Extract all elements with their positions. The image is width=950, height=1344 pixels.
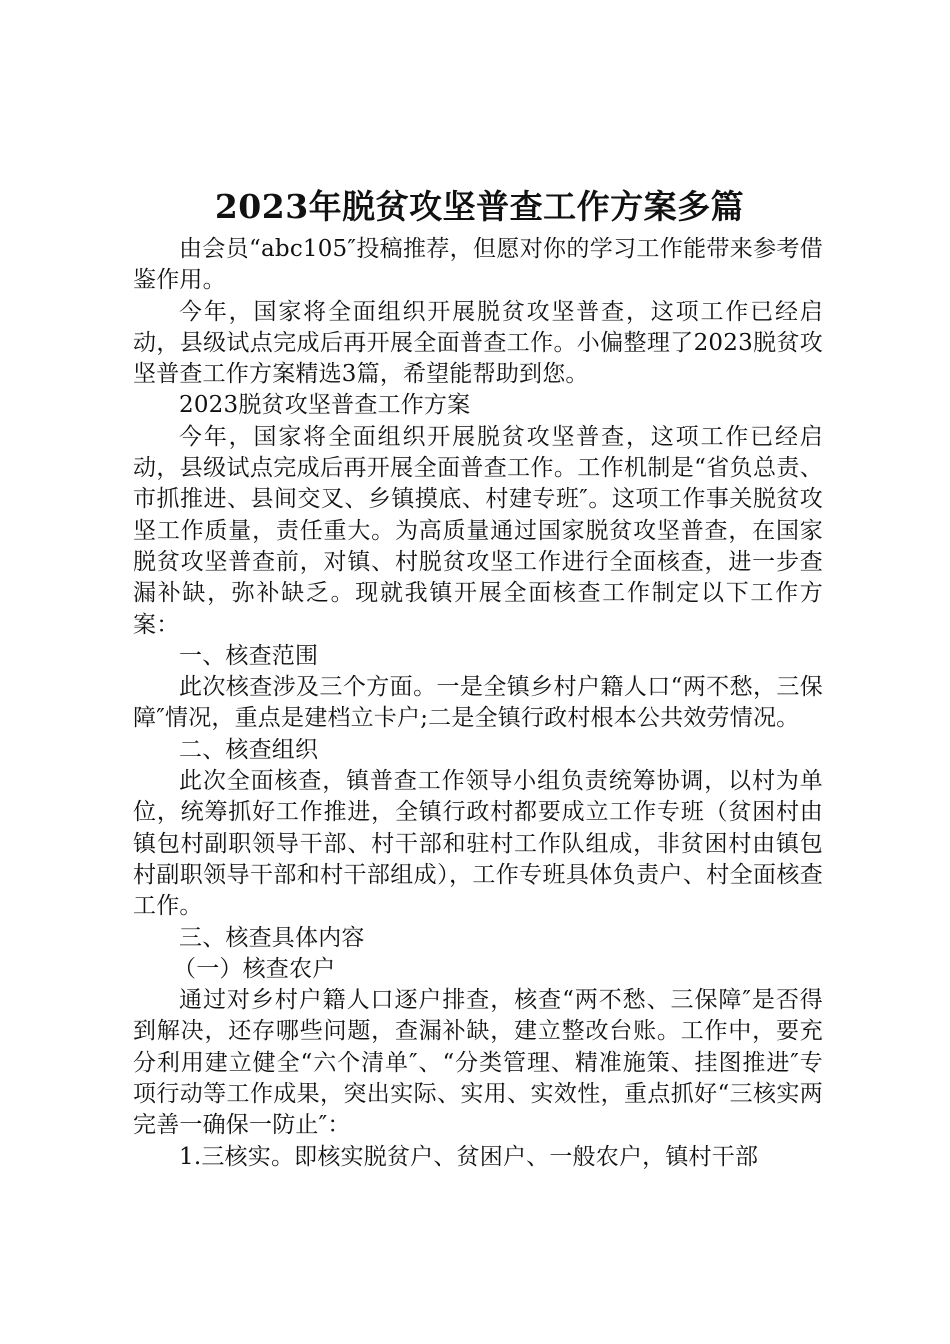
document-title: 2023年脱贫攻坚普查工作方案多篇 — [214, 187, 745, 226]
background-paragraph: 今年，国家将全面组织开展脱贫攻坚普查，这项工作已经启动，县级试点完成后再开展全面普查工作。工作机制是“省负总责、市抓推进、县间交叉、乡镇摸底、村建专班″。这项工作事关脱贫攻坚工作质量，责任重大。为高质量通过国家脱贫攻坚普查，在国家脱贫攻坚普查前，对镇、村脱贫攻坚工作进行全面核查，进一步查漏补缺，弥补缺乏。现就我镇开展全面核查工作制定以下工作方案： — [133, 423, 823, 638]
summary-paragraph: 今年，国家将全面组织开展脱贫攻坚普查，这项工作已经启动，县级试点完成后再开展全面普查工作。小偏整理了2023脱贫攻坚普查工作方案精选3篇，希望能帮助到您。 — [133, 298, 823, 388]
subheading-households: （一）核查农户 — [173, 955, 336, 982]
intro-paragraph: 由会员“abc105″投稿推荐，但愿对你的学习工作能带来参考借鉴作用。 — [133, 236, 823, 294]
heading-organization: 二、核查组织 — [179, 736, 319, 763]
section-title: 2023脱贫攻坚普查工作方案 — [179, 392, 471, 419]
organization-paragraph: 此次全面核查，镇普查工作领导小组负责统筹协调，以村为单位，统筹抓好工作推进，全镇行政村都要成立工作专班（贫困村由镇包村副职领导干部、村干部和驻村工作队组成，非贫困村由镇包村副职领导干部和村干部组成），工作专班具体负责户、村全面核查工作。 — [133, 768, 823, 920]
three-verifications-paragraph: 1.三核实。即核实脱贫户、贫困户、一般农户，镇村干部 — [179, 1143, 759, 1170]
households-paragraph: 通过对乡村户籍人口逐户排查，核查“两不愁、三保障″是否得到解决，还存哪些问题，查漏补缺，建立整改台账。工作中，要充分利用建立健全“六个清单″、“分类管理、精准施策、挂图推进″专项行动等工作成果，突出实际、实用、实效性，重点抓好“三核实两完善一确保一防止″： — [133, 987, 823, 1139]
scope-paragraph: 此次核查涉及三个方面。一是全镇乡村户籍人口“两不愁，三保障″情况，重点是建档立卡户;二是全镇行政村根本公共效劳情况。 — [133, 674, 823, 732]
heading-scope: 一、核查范围 — [179, 642, 319, 669]
document-body — [133, 234, 823, 1173]
heading-content: 三、核查具体内容 — [179, 924, 365, 951]
